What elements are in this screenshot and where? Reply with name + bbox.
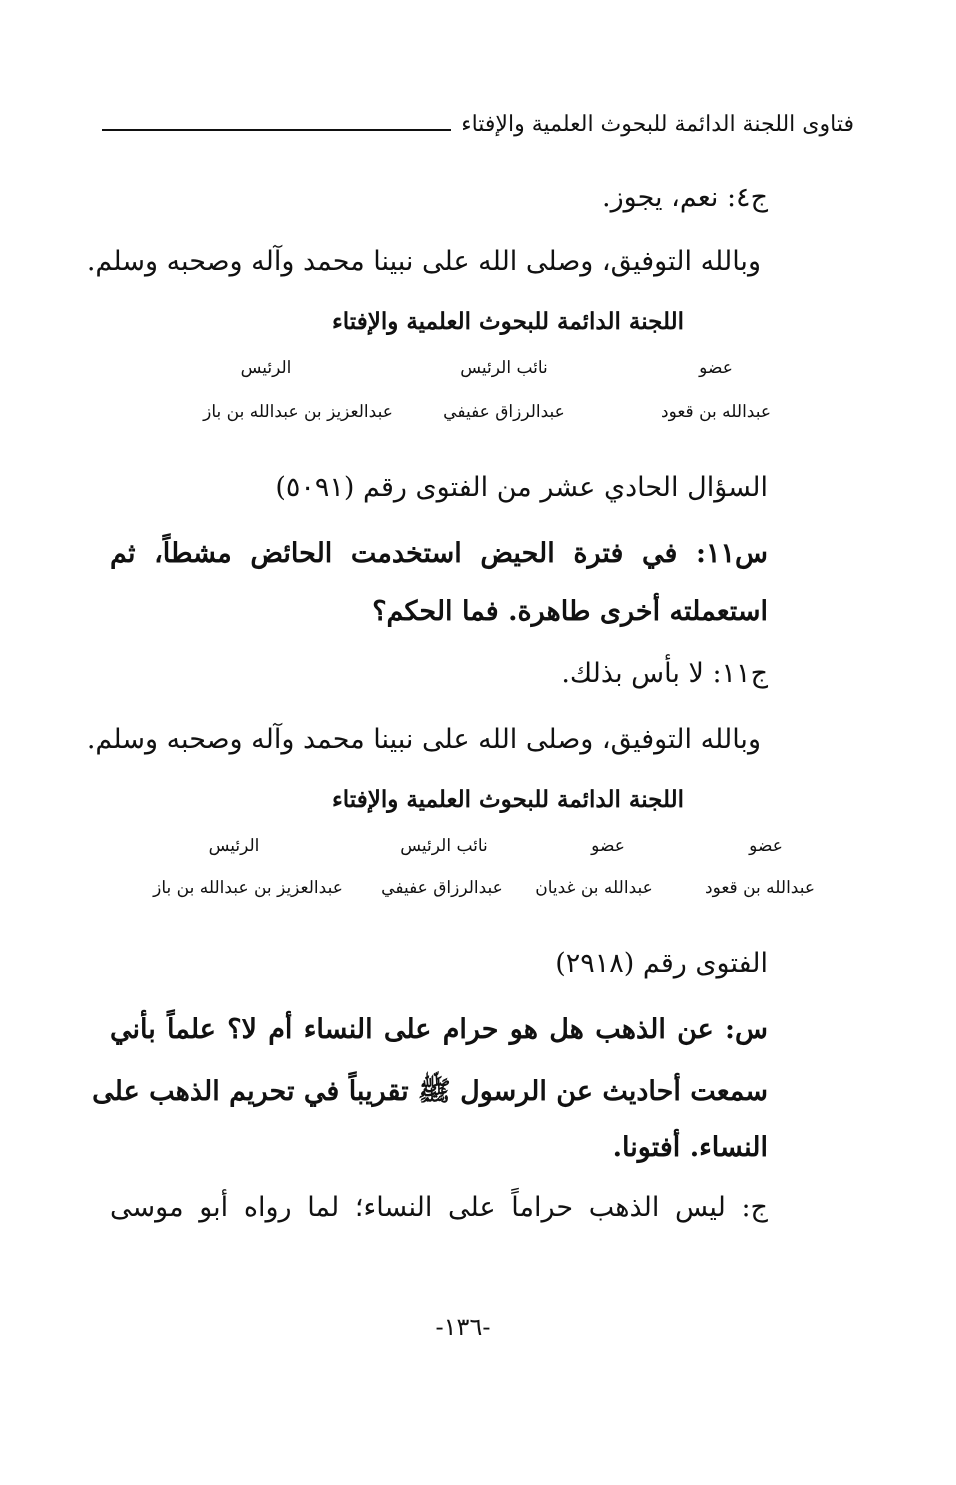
answer-11: ج١١: لا بأس بذلك. <box>561 658 768 689</box>
question-gold-line-3: النساء. أفتونا. <box>612 1132 768 1163</box>
signature-role: الرئيس <box>240 358 292 378</box>
signature-role: عضو <box>591 836 625 856</box>
signature-name: عبدالعزيز بن عبدالله بن باز <box>203 402 393 422</box>
page-number: -١٣٦- <box>435 1313 491 1341</box>
signature-name: عبدالله بن قعود <box>660 402 772 422</box>
signature-role: الرئيس <box>208 836 260 856</box>
question-11-line-2: استعملته أخرى طاهرة. فما الحكم؟ <box>372 596 768 627</box>
question-11-line-1: س١١: في فترة الحيض استخدمت الحائض مشطاً، ثم <box>110 538 768 569</box>
signature-name: عبدالله بن قعود <box>704 878 816 898</box>
section-heading-2: السؤال الحادي عشر من الفتوى رقم (٥٠٩١) <box>275 472 768 503</box>
section-heading-3: الفتوى رقم (٢٩١٨) <box>555 948 768 979</box>
signature-role: عضو <box>699 358 733 378</box>
signature-role: عضو <box>749 836 783 856</box>
question-gold-line-1: س: عن الذهب هل هو حرام على النساء أم لا؟ علماً بأني <box>110 1014 768 1045</box>
signature-name: عبدالله بن غديان <box>535 878 653 898</box>
answer-4: ج٤: نعم، يجوز. <box>602 182 768 213</box>
header-title: فتاوى اللجنة الدائمة للبحوث العلمية والإفتاء <box>461 111 854 137</box>
signature-role: نائب الرئيس <box>400 836 488 856</box>
signature-name: عبدالعزيز بن عبدالله بن باز <box>153 878 343 898</box>
closing-prayer-1: وبالله التوفيق، وصلى الله على نبينا محمد وآله وصحبه وسلم. <box>86 246 761 277</box>
closing-prayer-2: وبالله التوفيق، وصلى الله على نبينا محمد وآله وصحبه وسلم. <box>86 724 761 755</box>
question-gold-line-2: سمعت أحاديث عن الرسول ﷺ تقريباً في تحريم الذهب على <box>92 1076 768 1107</box>
signature-role: نائب الرئيس <box>460 358 548 378</box>
answer-gold-line-1: ج: ليس الذهب حراماً على النساء؛ لما رواه أبو موسى <box>110 1192 768 1223</box>
signature-name: عبدالرزاق عفيفي <box>443 402 565 422</box>
committee-name-1: اللجنة الدائمة للبحوث العلمية والإفتاء <box>331 308 685 335</box>
header-rule <box>102 129 451 131</box>
committee-name-2: اللجنة الدائمة للبحوث العلمية والإفتاء <box>331 786 685 813</box>
running-header <box>102 104 854 144</box>
signature-name: عبدالرزاق عفيفي <box>381 878 503 898</box>
